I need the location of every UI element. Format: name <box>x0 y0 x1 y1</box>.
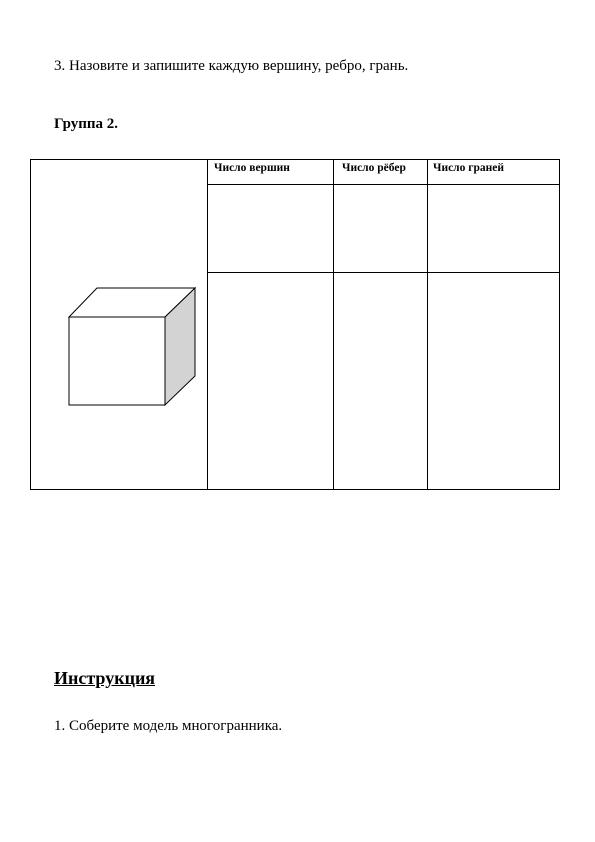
group-heading: Группа 2. <box>54 116 119 132</box>
answer-cell-vertices-row1[interactable] <box>208 185 333 272</box>
polyhedron-table <box>30 159 560 490</box>
answer-cell-faces-row2[interactable] <box>428 273 559 489</box>
cube-front-face <box>69 317 165 405</box>
instruction-step: 1. Соберите модель многогранника. <box>54 718 283 734</box>
cube-icon <box>67 285 197 408</box>
answer-cell-edges-row1[interactable] <box>334 185 427 272</box>
answer-cell-vertices-row2[interactable] <box>208 273 333 489</box>
header-edges: Число рёбер <box>342 162 406 174</box>
header-vertices: Число вершин <box>214 162 290 174</box>
answer-cell-edges-row2[interactable] <box>334 273 427 489</box>
answer-cell-faces-row1[interactable] <box>428 185 559 272</box>
instruction-heading: Инструкция <box>54 668 156 688</box>
task-text: 3. Назовите и запишите каждую вершину, ребро, грань. <box>54 58 409 74</box>
header-faces: Число граней <box>433 162 504 174</box>
